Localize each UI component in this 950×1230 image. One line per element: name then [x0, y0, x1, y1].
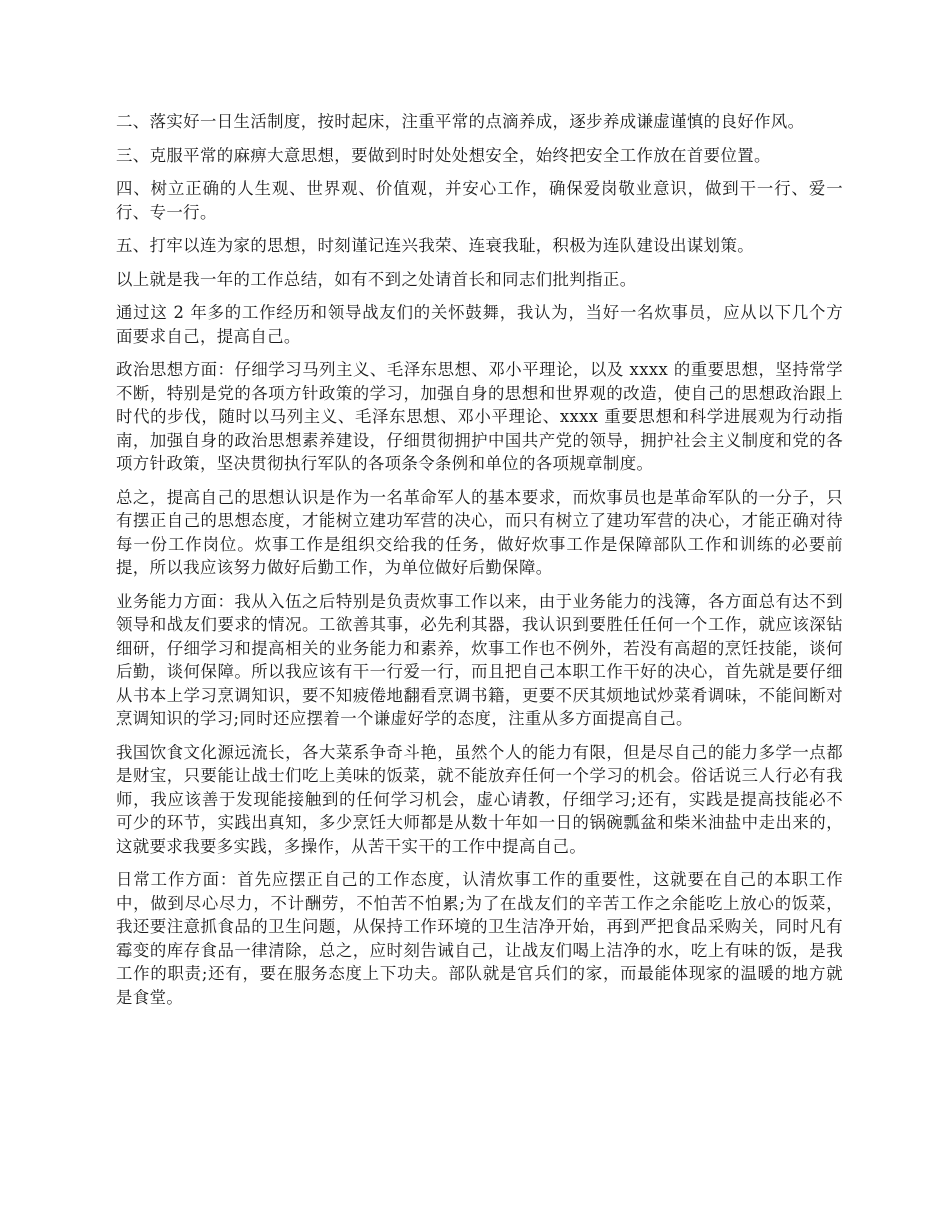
paragraph-5: 以上就是我一年的工作总结，如有不到之处请首长和同志们批判指正。	[116, 269, 637, 289]
paragraph-2: 三、克服平常的麻痹大意思想，要做到时时处处想安全，始终把安全工作放在首要位置。	[116, 145, 771, 165]
paragraph-3: 四、树立正确的人生观、世界观、价值观，并安心工作，确保爱岗敬业意识，做到干一行、爱一行、专一行。	[116, 179, 843, 222]
paragraph-7: 政治思想方面：仔细学习马列主义、毛泽东思想、邓小平理论，以及 xxxx 的重要思想，坚持常学不断，特别是党的各项方针政策的学习，加强自身的思想和世界观的改造，使自己的思想政治跟上时代的步伐，随时以马列主义、毛泽东思想、邓小平理论、xxxx 重要思想和科学进展观为行动指南，加强自身的政治思想素养建设，仔细贯彻拥护中国共产党的领导，拥护社会主义制度和党的各项方针政策，坚决贯彻执行军队的各项条令条例和单位的各项规章制度。	[116, 360, 843, 473]
paragraph-10: 我国饮食文化源远流长，各大菜系争奇斗艳，虽然个人的能力有限，但是尽自己的能力多学一点都是财宝，只要能让战士们吃上美味的饭菜，就不能放弃任何一个学习的机会。俗话说三人行必有我师，我应该善于发现能接触到的任何学习机会，虚心请教，仔细学习;还有，实践是提高技能必不可少的环节，实践出真知，多少烹饪大师都是从数十年如一日的锅碗瓢盆和柴米油盐中走出来的，这就要求我要多实践，多操作，从苦干实干的工作中提高自己。	[116, 742, 843, 856]
document-body	[116, 110, 843, 1019]
paragraph-8: 总之，提高自己的思想认识是作为一名革命军人的基本要求，而炊事员也是革命军队的一分子，只有摆正自己的思想态度，才能树立建功军营的决心，而只有树立了建功军营的决心，才能正确对待每一份工作岗位。炊事工作是组织交给我的任务，做好炊事工作是保障部队工作和训练的必要前提，所以我应该努力做好后勤工作，为单位做好后勤保障。	[116, 487, 843, 577]
paragraph-9: 业务能力方面：我从入伍之后特别是负责炊事工作以来，由于业务能力的浅簿，各方面总有达不到领导和战友们要求的情况。工欲善其事，必先利其器，我认识到要胜任任何一个工作，就应该深钻细研，仔细学习和提高相关的业务能力和素养，炊事工作也不例外，若没有高超的烹饪技能，谈何后勤，谈何保障。所以我应该有干一行爱一行，而且把自己本职工作干好的决心，首先就是要仔细从书本上学习烹调知识，要不知疲倦地翻看烹调书籍，更要不厌其烦地试炒菜肴调味，不能间断对烹调知识的学习;同时还应摆着一个谦虚好学的态度，注重从多方面提高自己。	[116, 591, 843, 728]
paragraph-1: 二、落实好一日生活制度，按时起床，注重平常的点滴养成，逐步养成谦虚谨慎的良好作风。	[116, 112, 805, 131]
paragraph-11: 日常工作方面：首先应摆正自己的工作态度，认清炊事工作的重要性，这就要在自己的本职工作中，做到尽心尽力，不计酬劳，不怕苦不怕累;为了在战友们的辛苦工作之余能吃上放心的饭菜，我还要注意抓食品的卫生问题，从保持工作环境的卫生洁净开始，再到严把食品采购关，同时凡有霉变的库存食品一律清除，总之，应时刻告诫自己，让战友们喝上洁净的水，吃上有味的饭，是我工作的职责;还有，要在服务态度上下功夫。部队就是官兵们的家，而最能体现家的温暖的地方就是食堂。	[116, 870, 843, 1007]
paragraph-4: 五、打牢以连为家的思想，时刻谨记连兴我荣、连衰我耻，积极为连队建设出谋划策。	[116, 236, 755, 255]
paragraph-6: 通过这 2 年多的工作经历和领导战友们的关怀鼓舞，我认为，当好一名炊事员，应从以下几个方面要求自己，提高自己。	[116, 303, 843, 346]
